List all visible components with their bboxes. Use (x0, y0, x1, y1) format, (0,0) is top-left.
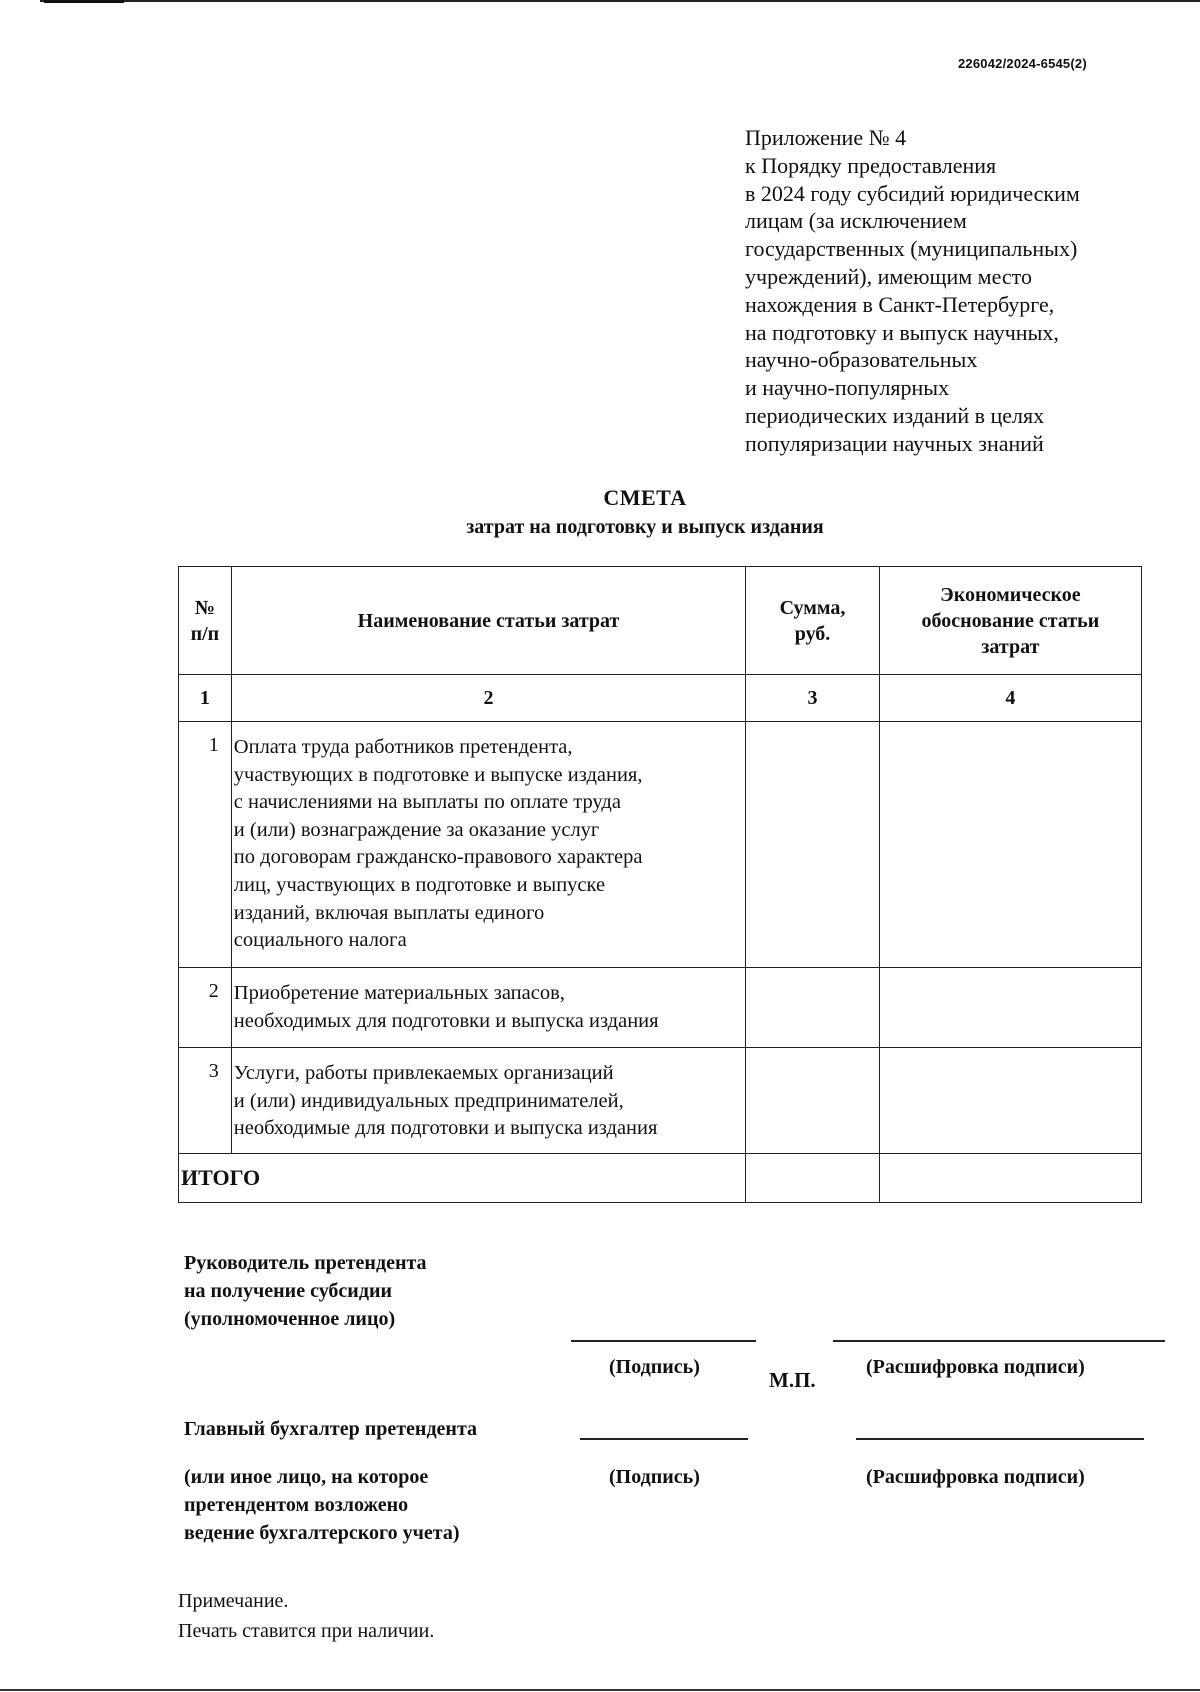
appendix-line: на подготовку и выпуск научных, (745, 319, 1059, 345)
row-justification-cell[interactable] (879, 968, 1141, 1048)
header-num-line: п/п (190, 622, 220, 645)
row-description (231, 722, 745, 968)
estimate-table (178, 566, 1142, 1203)
appendix-line: периодических изданий в целях (745, 402, 1045, 428)
table-row (179, 968, 1142, 1048)
header-num (179, 567, 232, 675)
row-text-line: с начислениями на выплаты по оплате труда (233, 791, 621, 814)
appendix-line: к Порядку предоставления (745, 152, 997, 178)
decode-caption: (Расшифровка подписи) (866, 1356, 1085, 1378)
row-text-line: и (или) вознаграждение за оказание услуг (233, 818, 600, 841)
row-text-line: Оплата труда работников претендента, (233, 736, 573, 758)
appendix-line: государственных (муниципальных) (745, 236, 1078, 262)
accountant-note-line: ведение бухгалтерского учета) (184, 1522, 460, 1544)
row-text-line: Приобретение материальных запасов, (233, 982, 565, 1004)
row-text-line: по договорам гражданско-правового характера (233, 846, 643, 869)
document-title: СМЕТА (603, 485, 687, 510)
table-row (179, 722, 1142, 968)
total-justification-cell[interactable] (879, 1154, 1141, 1203)
head-title-line: (уполномоченное лицо) (184, 1308, 396, 1330)
signature-caption: (Подпись) (609, 1356, 700, 1378)
row-text-line: участвующих в подготовке и выпуске издания, (233, 763, 643, 786)
column-number: 2 (231, 675, 745, 722)
accountant-note-line: претендентом возложено (184, 1494, 409, 1516)
accountant-note-line: (или иное лицо, на которое (184, 1466, 429, 1488)
total-sum-cell[interactable] (746, 1154, 880, 1203)
row-justification-cell[interactable] (879, 722, 1141, 968)
row-number: 3 (179, 1048, 232, 1154)
note-text: Печать ставится при наличии. (178, 1620, 435, 1642)
row-sum-cell[interactable] (746, 722, 880, 968)
document-subtitle: затрат на подготовку и выпуск издания (466, 516, 824, 538)
scan-edge-bottom (0, 1689, 1200, 1691)
row-description (231, 1048, 745, 1154)
signature-caption: (Подпись) (609, 1466, 700, 1488)
column-number-row (179, 675, 1142, 722)
table-row (179, 1048, 1142, 1154)
appendix-block (745, 124, 1165, 458)
head-signature-line[interactable] (571, 1340, 756, 1342)
head-title-line: на получение субсидии (184, 1280, 392, 1302)
row-description (231, 968, 745, 1048)
accountant-decode-line[interactable] (856, 1438, 1144, 1440)
row-sum-cell[interactable] (746, 968, 880, 1048)
appendix-line: нахождения в Санкт-Петербурге, (745, 291, 1055, 317)
header-num-line: № (194, 596, 215, 619)
row-text-line: Услуги, работы привлекаемых организаций (233, 1062, 614, 1084)
row-text-line: необходимых для подготовки и выпуска издания (233, 1009, 659, 1032)
row-text-line: лиц, участвующих в подготовке и выпуске (233, 873, 606, 896)
head-title-line: Руководитель претендента (184, 1252, 427, 1274)
accountant-title: Главный бухгалтер претендента (184, 1418, 478, 1440)
row-text-line: социального налога (233, 929, 407, 952)
appendix-line: научно-образовательных (745, 347, 978, 373)
appendix-line: популяризации научных знаний (745, 430, 1044, 456)
column-number: 4 (879, 675, 1141, 722)
row-text-line: изданий, включая выплаты единого (233, 901, 545, 924)
column-number: 3 (746, 675, 880, 722)
scan-mark-top (44, 0, 124, 3)
row-justification-cell[interactable] (879, 1048, 1141, 1154)
total-label: ИТОГО (179, 1154, 746, 1203)
accountant-signature-line[interactable] (580, 1438, 748, 1440)
table-header-row (179, 567, 1142, 675)
header-justification-line: затрат (981, 635, 1040, 658)
column-number: 1 (179, 675, 232, 722)
header-name: Наименование статьи затрат (231, 567, 745, 675)
appendix-line: в 2024 году субсидий юридическим (745, 180, 1080, 206)
note-heading: Примечание. (178, 1590, 289, 1612)
appendix-line: Приложение № 4 (745, 125, 907, 150)
head-decode-line[interactable] (833, 1340, 1165, 1342)
appendix-line: и научно-популярных (745, 375, 950, 401)
header-sum (746, 567, 880, 675)
row-text-line: и (или) индивидуальных предпринимателей, (233, 1089, 624, 1112)
header-justification (879, 567, 1141, 675)
total-row (179, 1154, 1142, 1203)
stamp-label: М.П. (769, 1368, 816, 1392)
appendix-line: лицам (за исключением (745, 208, 967, 234)
decode-caption: (Расшифровка подписи) (866, 1466, 1085, 1488)
row-text-line: необходимые для подготовки и выпуска издания (233, 1117, 658, 1140)
header-justification-line: обоснование статьи (921, 609, 1100, 632)
document-number: 226042/2024-6545(2) (958, 56, 1087, 71)
row-number: 1 (179, 722, 232, 968)
row-sum-cell[interactable] (746, 1048, 880, 1154)
header-sum-line: руб. (794, 622, 831, 645)
appendix-line: учреждений), имеющим место (745, 263, 1032, 289)
header-sum-line: Сумма, (779, 596, 846, 619)
row-number: 2 (179, 968, 232, 1048)
header-justification-line: Экономическое (940, 583, 1081, 606)
scan-edge-top (40, 0, 1200, 2)
